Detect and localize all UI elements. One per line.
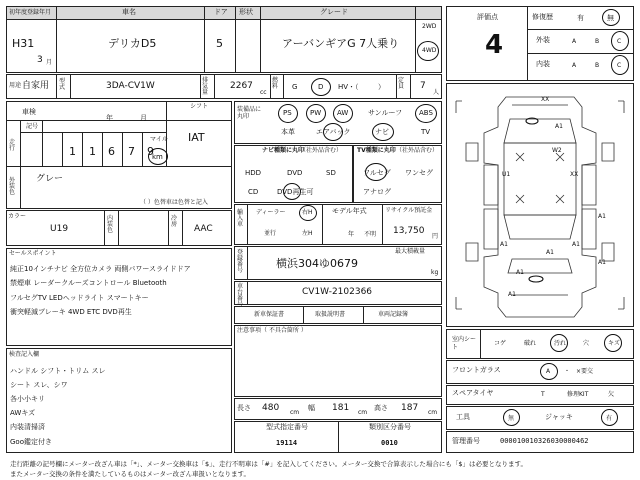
div xyxy=(247,204,248,245)
front-glass-dot: ・ xyxy=(564,368,571,375)
category-label: 類別区分番号 xyxy=(369,423,411,431)
drive-4wd-circle xyxy=(417,41,439,61)
equipment-item: TV xyxy=(421,128,431,136)
diagram-mark: U1 xyxy=(502,171,511,178)
interior-seat-item: コゲ xyxy=(494,340,507,347)
fuel-g: G xyxy=(292,83,298,91)
registration-label: 登録番号 xyxy=(237,249,244,274)
tv-item: ワンセグ xyxy=(405,169,433,177)
caution-label: 注意事項（ 不具合箇所 ） xyxy=(237,327,307,334)
import-dealer: ディーラー xyxy=(256,209,286,216)
diagram-mark: A1 xyxy=(500,241,508,248)
equipment-item: PS xyxy=(283,109,292,117)
inspection-year: 年 xyxy=(106,114,113,122)
div xyxy=(214,74,215,99)
diagram-mark: A1 xyxy=(555,123,563,130)
div xyxy=(6,166,232,167)
diagram-mark: A1 xyxy=(598,259,606,266)
exterior-grade: C xyxy=(617,38,622,45)
div xyxy=(182,210,183,246)
spec-row xyxy=(6,74,442,99)
div xyxy=(20,166,21,209)
equipment-airbag-circle xyxy=(323,123,343,141)
score-value: 4 xyxy=(485,30,504,60)
color-note: （ ）色替車は色替と記入 xyxy=(140,199,208,206)
exterior-c-circle xyxy=(611,31,629,51)
width-value: 181 xyxy=(332,403,350,413)
interior-grade-label: 内装 xyxy=(536,60,550,68)
diagram-mark: A1 xyxy=(516,269,524,276)
navi-item: SD xyxy=(326,169,336,177)
model-year-year: 年 xyxy=(348,231,355,238)
equipment-item: 本革 xyxy=(281,128,295,136)
equipment-navi-circle xyxy=(372,123,394,141)
fuel-label: 燃料 xyxy=(272,77,279,90)
width-unit: cm xyxy=(358,409,368,416)
div xyxy=(235,6,236,73)
interior-grade: C xyxy=(617,62,622,69)
tv-sub: （社外品含む） xyxy=(396,147,439,154)
div xyxy=(82,132,83,166)
spare-item: 欠 xyxy=(608,391,615,398)
interior-seat-item: キズ xyxy=(608,340,620,347)
import-parallel: 並行 xyxy=(264,230,277,237)
navi-item: HDD xyxy=(245,169,262,177)
car-name-label: 車名 xyxy=(122,8,136,16)
repair-no-circle xyxy=(602,9,620,26)
div xyxy=(247,281,248,305)
height-unit: cm xyxy=(428,409,438,416)
diagram-mark: XX xyxy=(570,171,579,178)
tv-fullseg-circle xyxy=(365,163,387,181)
drive-2wd: 2WD xyxy=(422,23,437,30)
use-value: 自家用 xyxy=(22,81,50,91)
navi-item: DVD再生可 xyxy=(277,188,314,196)
displacement-label: 排気量 xyxy=(202,77,209,96)
div xyxy=(204,6,205,73)
navi-item: CD xyxy=(248,188,259,196)
interior-grade: B xyxy=(595,62,600,69)
import-right: 右H xyxy=(302,209,313,216)
tv-item: アナログ xyxy=(363,188,391,196)
car-name: デリカD5 xyxy=(108,37,157,50)
navi-item: DVD xyxy=(287,169,303,177)
inspector-note-line: 各小小キリ xyxy=(10,395,45,403)
capacity-label: 定員 xyxy=(398,77,405,90)
div xyxy=(480,329,481,359)
inspector-note-line: AWキズ xyxy=(10,409,36,417)
inspector-notes-label: 検査記入欄 xyxy=(9,351,40,358)
tv-item: フルセグ xyxy=(363,169,391,177)
interior-c-circle xyxy=(611,55,629,75)
footer-note: またメーター交換の条件を満たしているものはメーター改ざん車扱いとなります。 xyxy=(10,470,250,478)
digit-label: 記号 xyxy=(26,123,39,130)
div xyxy=(118,210,119,246)
interior-seat-dirt-circle xyxy=(550,334,568,352)
div xyxy=(270,74,271,99)
import-label: 輸入車 xyxy=(237,209,244,228)
color-label: 外装色 xyxy=(9,177,16,196)
displacement-value: 2267 xyxy=(230,81,253,91)
first-reg-month: 3 xyxy=(37,55,43,65)
interior-seat-item: 破れ xyxy=(524,340,537,347)
mileage-digit: 6 xyxy=(108,145,115,158)
diagram-mark: XX xyxy=(541,96,550,103)
equipment-item: ABS xyxy=(419,109,433,117)
inspection-label: 車検 xyxy=(22,108,36,116)
div xyxy=(56,74,57,99)
grade-value: アーバンギアG 7人乗り xyxy=(282,37,400,50)
fuel-d: D xyxy=(318,83,324,91)
management-value: 000010010326030000462 xyxy=(500,437,589,445)
body-label: 形状 xyxy=(239,8,253,16)
diagram-mark: A1 xyxy=(508,291,516,298)
div xyxy=(415,6,416,73)
navi-label: ナビ種類に丸印 xyxy=(262,147,305,154)
div xyxy=(303,306,304,324)
import-right-circle xyxy=(299,205,317,221)
km-label: km xyxy=(152,153,163,161)
cooler-label: 冷房 xyxy=(171,215,178,228)
first-reg-year: H31 xyxy=(12,37,35,50)
tools-value-circle xyxy=(503,409,520,426)
exterior-label: 外装 xyxy=(536,36,550,44)
color-value: グレー xyxy=(36,174,64,184)
height-label: 高さ xyxy=(374,404,388,412)
div xyxy=(142,132,143,166)
diagram-mark: W2 xyxy=(552,147,562,154)
inspection-block xyxy=(6,101,232,209)
chassis-label: 車台番号 xyxy=(237,283,244,308)
navi-dvd-play-circle xyxy=(283,183,301,200)
repair-no: 無 xyxy=(607,14,614,22)
sales-point-line: 衝突軽減ブレーキ 4WD ETC DVD再生 xyxy=(10,308,132,316)
mileage-digit: 7 xyxy=(128,145,135,158)
jack-label: ジャッキ xyxy=(545,413,573,421)
equipment-abs-circle xyxy=(415,104,437,123)
repair-yes: 有 xyxy=(577,14,584,22)
inspector-note-line: ハンドル シフト・トリム スレ xyxy=(10,367,106,375)
front-glass-label: フロントガラス xyxy=(452,366,501,374)
mileage-digit: 9 xyxy=(147,145,154,158)
jack-value: 有 xyxy=(606,415,613,422)
fuel-hv: HV・（ xyxy=(338,83,359,91)
equipment-item: PW xyxy=(310,109,322,117)
interior-seat-label: 室内シート xyxy=(452,336,477,352)
sales-points-label: セールスポイント xyxy=(9,250,57,257)
div xyxy=(322,204,323,245)
shift-value: IAT xyxy=(188,131,205,144)
interior-seat-item: 穴 xyxy=(583,340,590,347)
div xyxy=(260,6,261,73)
mile-label: マイル xyxy=(150,136,168,143)
km-circle xyxy=(147,145,168,165)
cc-unit: cc xyxy=(260,89,267,96)
equipment-label: 装備品に丸印 xyxy=(237,106,262,121)
length-value: 480 xyxy=(262,403,280,413)
div xyxy=(410,74,411,99)
inspection-month: 月 xyxy=(140,114,147,122)
color-code-value: U19 xyxy=(50,224,69,234)
load-unit: kg xyxy=(431,269,439,276)
div xyxy=(396,74,397,99)
diagram-mark: A1 xyxy=(546,249,554,256)
div xyxy=(200,74,201,99)
management-label: 管理番号 xyxy=(452,437,480,445)
div xyxy=(247,246,248,280)
recycle-label: リサイクル預託金 xyxy=(385,207,433,214)
registration-value: 横浜304ゆ0679 xyxy=(276,257,358,270)
div xyxy=(104,210,105,246)
chassis-value: CV1W-2102366 xyxy=(302,287,373,297)
interior-grade: A xyxy=(572,62,577,69)
div xyxy=(20,120,21,166)
shift-label: シフト xyxy=(190,103,209,110)
length-unit: cm xyxy=(290,409,300,416)
equipment-item: ナビ xyxy=(375,128,389,136)
interior-color-label: 内装色 xyxy=(107,215,114,234)
mileage-digit: 1 xyxy=(89,145,96,158)
score-label: 評価点 xyxy=(477,13,498,21)
tv-label: TV種類に丸印 xyxy=(357,147,396,154)
doors-label: ドア xyxy=(214,8,228,16)
tools-label: 工具 xyxy=(456,413,470,421)
capacity-value: 7 xyxy=(420,81,426,91)
type-label: 型式 xyxy=(59,78,66,91)
fuel-d-circle xyxy=(311,78,331,96)
category-value: 0010 xyxy=(381,439,398,447)
div xyxy=(62,132,63,166)
div xyxy=(56,6,57,73)
type-cert-label: 型式指定番号 xyxy=(266,423,308,431)
footer-note: 走行距離の記号欄にメーター改ざん車は「*」、メーター交換車は「$」、走行不明車は「#」を記入してください。メーター交換で合算表示した場合にも「$」は必要となります。 xyxy=(10,460,527,468)
exterior-grade: A xyxy=(572,38,577,45)
div xyxy=(42,120,43,166)
inspector-note-line: 内装清掃済 xyxy=(10,423,45,431)
recycle-unit: 円 xyxy=(432,233,439,240)
equipment-item: サンルーフ xyxy=(368,109,403,117)
sales-point-line: フルセグTV LEDヘッドライト スマートキー xyxy=(10,294,149,302)
diagram-mark: A1 xyxy=(572,241,580,248)
navi-sub: （社外品含む） xyxy=(300,147,343,154)
div xyxy=(102,132,103,166)
doors-value: 5 xyxy=(216,37,223,50)
front-glass-x: ×要交 xyxy=(576,368,594,375)
div xyxy=(527,53,634,54)
equipment-item: エアバック xyxy=(316,128,351,136)
import-left: 左H xyxy=(302,230,313,237)
mileage-digit: 1 xyxy=(69,145,76,158)
load-label: 最大積載量 xyxy=(395,248,426,255)
div xyxy=(6,120,232,121)
front-glass-a-circle xyxy=(540,363,558,380)
height-value: 187 xyxy=(401,403,419,413)
model-code: 3DA-CV1W xyxy=(106,81,155,91)
cooler-value: AAC xyxy=(194,224,213,234)
tools-value: 無 xyxy=(508,415,515,422)
div xyxy=(122,132,123,166)
exterior-grade: B xyxy=(595,38,600,45)
equipment-item: AW xyxy=(337,109,349,117)
caution-box xyxy=(234,325,442,397)
drive-4wd: 4WD xyxy=(422,47,437,54)
fuel-close: ） xyxy=(378,83,385,91)
width-label: 幅 xyxy=(308,404,315,412)
car-diagram-icon xyxy=(446,83,634,327)
sales-point-line: 純正10インチナビ 全方位カメラ 両側パワースライドドア xyxy=(10,265,191,273)
div xyxy=(527,6,528,81)
div xyxy=(338,421,339,453)
spare-item: 修理KIT xyxy=(567,391,589,398)
person-unit: 人 xyxy=(433,89,440,96)
div xyxy=(168,210,169,246)
sales-point-line: 禁煙車 レーダークルーズコントロール Bluetooth xyxy=(10,279,167,287)
diagram-mark: A1 xyxy=(598,213,606,220)
inspector-note-line: シート スレ、シワ xyxy=(10,381,68,389)
grade-label: グレード xyxy=(320,8,348,16)
month-unit: 月 xyxy=(46,59,53,66)
type-cert-value: 19114 xyxy=(276,439,298,447)
first-reg-label: 初年度登録年月 xyxy=(9,9,52,16)
model-year-unknown: 不明 xyxy=(364,231,377,238)
div xyxy=(382,204,383,245)
interior-seat-scratch-circle xyxy=(604,334,622,352)
recycle-value: 13,750 xyxy=(393,226,425,236)
equipment-pw-circle xyxy=(306,104,326,123)
div xyxy=(70,74,71,99)
spare-label: スペアタイヤ xyxy=(452,389,494,397)
equipment-ps-circle xyxy=(278,104,298,123)
interior-seat-item: 汚れ xyxy=(554,340,567,347)
warranty-manual: 取扱説明書 xyxy=(315,311,346,318)
warranty-records: 車両記録簿 xyxy=(378,311,409,318)
length-label: 長さ xyxy=(237,404,251,412)
div xyxy=(283,74,284,99)
jack-value-circle xyxy=(601,409,618,426)
inspector-note-line: Goo鑑定付き xyxy=(10,438,52,446)
warranty-new-car: 新車保証書 xyxy=(254,311,285,318)
model-year-label: モデル年式 xyxy=(332,207,367,215)
mileage-label: 走行 xyxy=(9,139,16,152)
repair-label: 修復歴 xyxy=(532,13,553,21)
equipment-aw-circle xyxy=(333,104,353,123)
div xyxy=(363,306,364,324)
spare-item: T xyxy=(541,391,545,398)
div xyxy=(527,29,634,30)
color-code-label: カラー xyxy=(8,213,27,220)
use-marker: 用途 xyxy=(9,82,22,89)
front-glass-a: A xyxy=(546,368,551,375)
